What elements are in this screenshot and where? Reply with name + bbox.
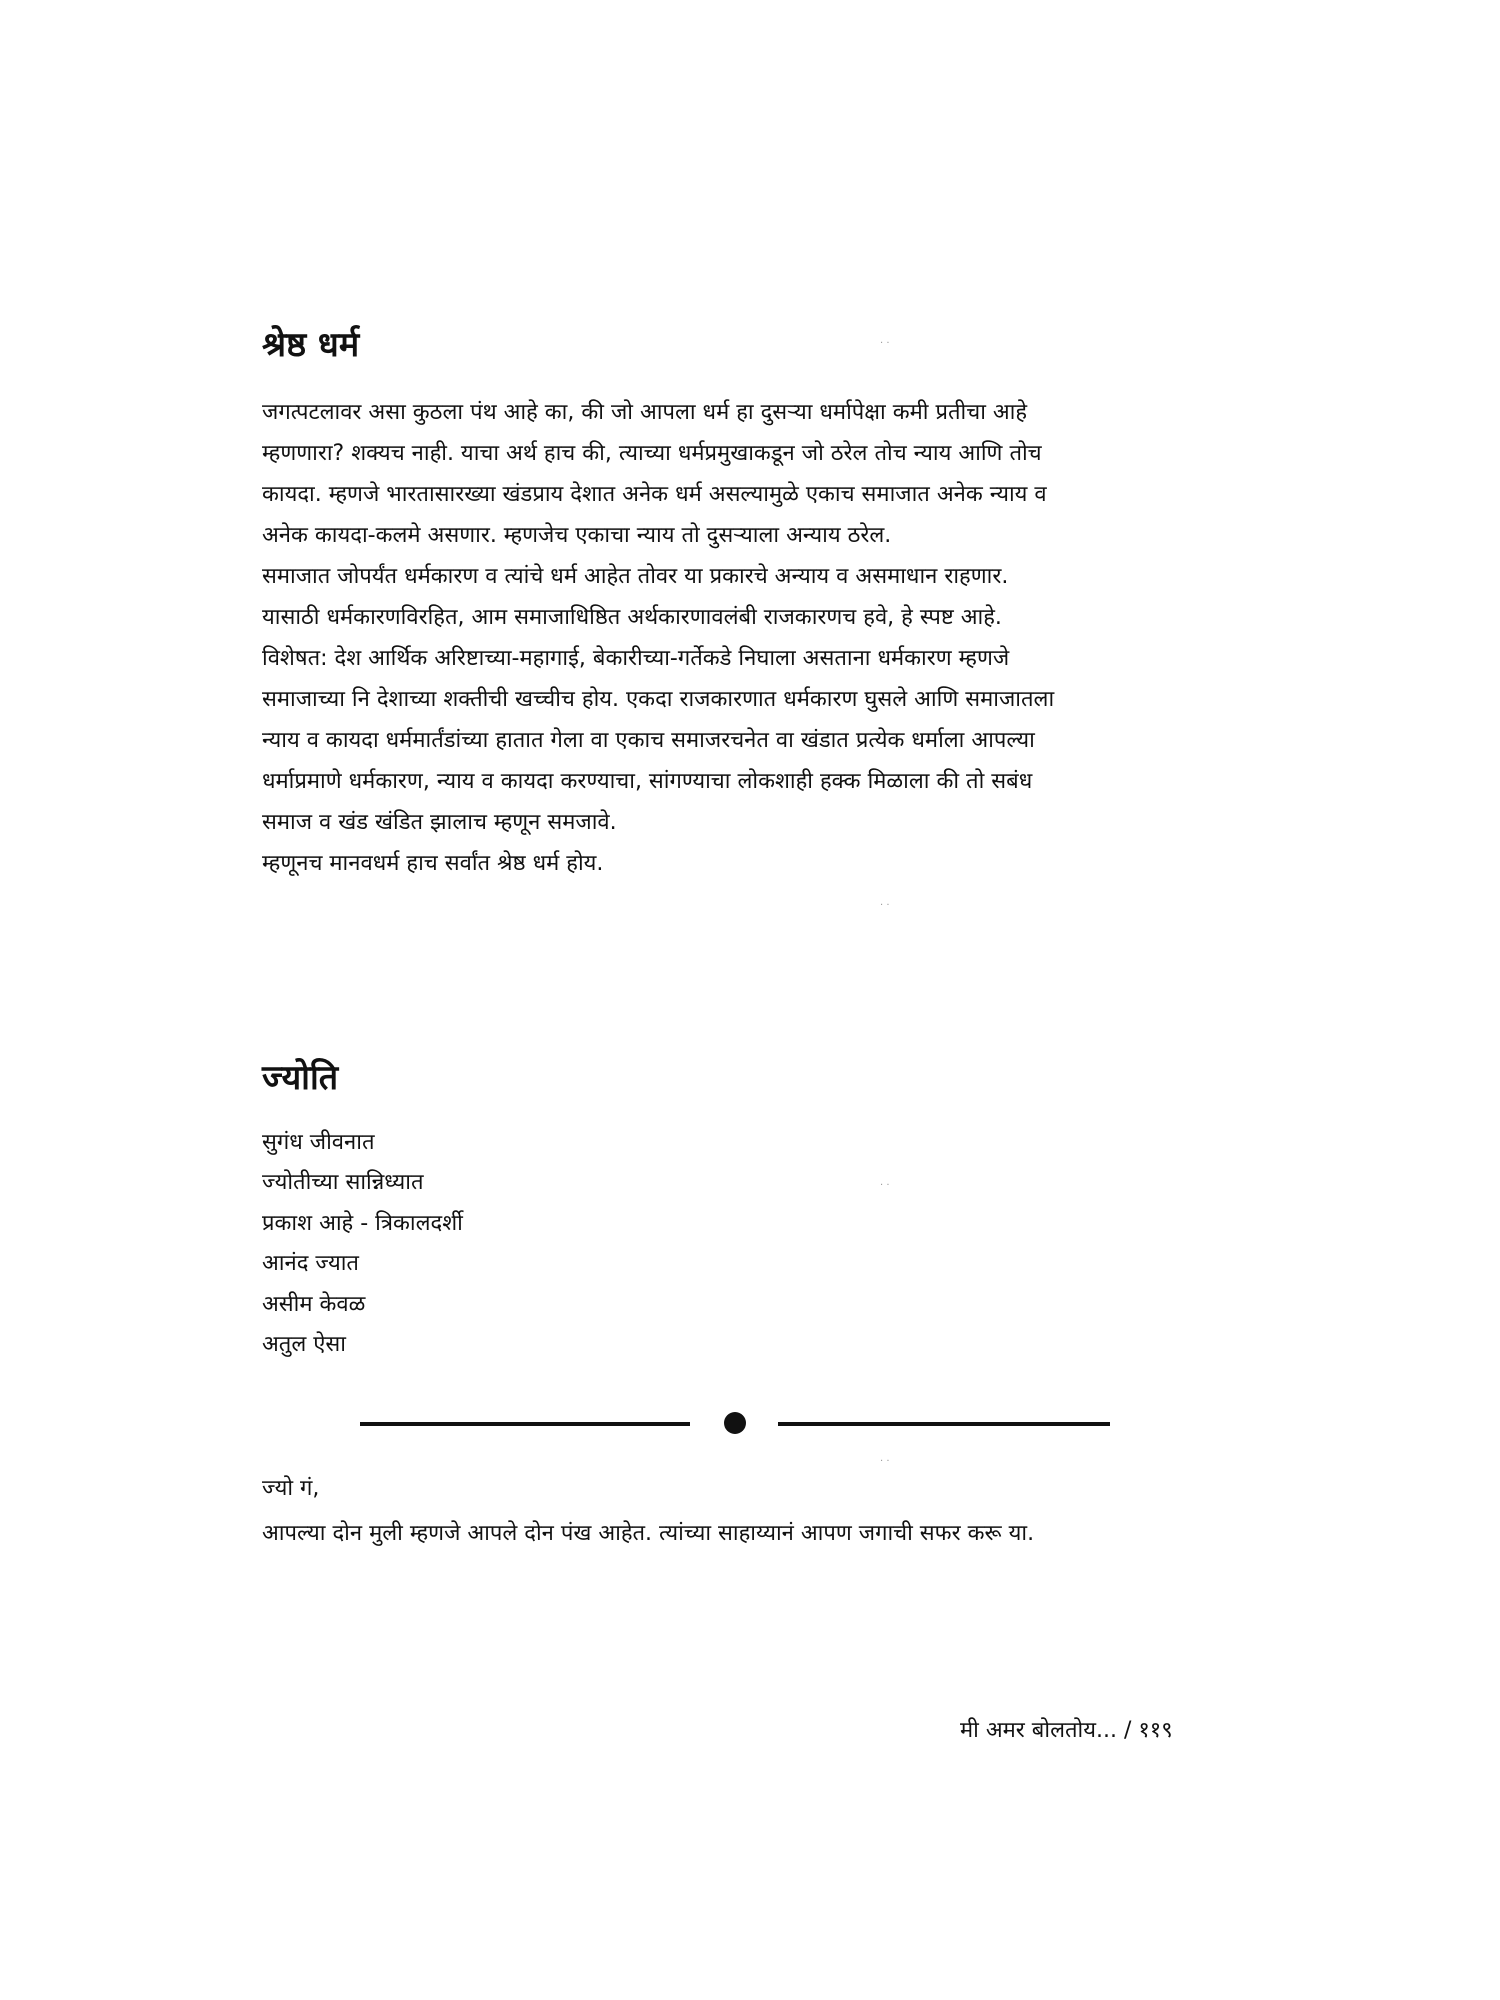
note-paragraph bbox=[262, 1466, 1222, 1556]
scan-speck: · · bbox=[880, 1180, 890, 1191]
section-paragraph bbox=[262, 392, 1222, 884]
poem-line: सुगंध जीवनात bbox=[262, 1129, 375, 1155]
poem bbox=[262, 1123, 1222, 1366]
poem-line: अतुल ऐसा bbox=[262, 1332, 346, 1358]
paragraph-line: न्याय व कायदा धर्ममार्तंडांच्या हातात गेला वा एकाच समाजरचनेत वा खंडात प्रत्येक धर्माला आपल्या bbox=[262, 727, 1035, 753]
paragraph-line: समाजाच्या नि देशाच्या शक्तीची खच्चीच होय. एकदा राजकारणात धर्मकारण घुसले आणि समाजातला bbox=[262, 686, 1055, 712]
divider-line-left bbox=[360, 1422, 690, 1426]
poem-line: असीम केवळ bbox=[262, 1291, 366, 1317]
scan-speck: · · bbox=[880, 338, 890, 349]
paragraph-line: समाजात जोपर्यंत धर्मकारण व त्यांचे धर्म आहेत तोवर या प्रकारचे अन्याय व असमाधान राहणार. bbox=[262, 563, 1009, 589]
paragraph-line: यासाठी धर्मकारणविरहित, आम समाजाधिष्ठित अर्थकारणावलंबी राजकारणच हवे, हे स्पष्ट आहे. bbox=[262, 604, 1002, 630]
section-heading: श्रेष्ठ धर्म bbox=[262, 325, 360, 365]
paragraph-line: धर्माप्रमाणे धर्मकारण, न्याय व कायदा करण्याचा, सांगण्याचा लोकशाही हक्क मिळाला की तो सबंध bbox=[262, 768, 1033, 794]
page-footer: मी अमर बोलतोय... / ११९ bbox=[960, 1718, 1173, 1743]
poem-line: ज्योतीच्या सान्निध्यात bbox=[262, 1170, 424, 1196]
paragraph-line: समाज व खंड खंडित झालाच म्हणून समजावे. bbox=[262, 809, 617, 835]
scan-speck: · · bbox=[880, 1456, 890, 1467]
poem-line: प्रकाश आहे - त्रिकालदर्शी bbox=[262, 1210, 463, 1236]
poem-line: आनंद ज्यात bbox=[262, 1251, 359, 1277]
paragraph-line: विशेषत: देश आर्थिक अरिष्टाच्या-महागाई, बेकारीच्या-गर्तेकडे निघाला असताना धर्मकारण म्हणजे bbox=[262, 645, 1010, 671]
section-jyoti bbox=[262, 1058, 1222, 1366]
section-note bbox=[262, 1466, 1222, 1556]
section-divider bbox=[360, 1412, 1110, 1436]
divider-dot bbox=[724, 1412, 746, 1434]
section-shreshth-dharma bbox=[262, 325, 1222, 884]
note-salutation: ज्यो गं, bbox=[262, 1476, 320, 1501]
paragraph-line: कायदा. म्हणजे भारतासारख्या खंडप्राय देशात अनेक धर्म असल्यामुळे एकाच समाजात अनेक न्याय व bbox=[262, 481, 1047, 507]
paragraph-line: जगत्पटलावर असा कुठला पंथ आहे का, की जो आपला धर्म हा दुसऱ्या धर्मापेक्षा कमी प्रतीचा आहे bbox=[262, 399, 1028, 425]
paragraph-line: अनेक कायदा-कलमे असणार. म्हणजेच एकाचा न्याय तो दुसऱ्याला अन्याय ठरेल. bbox=[262, 522, 892, 548]
divider-line-right bbox=[778, 1422, 1110, 1426]
paragraph-line: म्हणूनच मानवधर्म हाच सर्वांत श्रेष्ठ धर्म होय. bbox=[262, 850, 604, 876]
section-heading: ज्योति bbox=[262, 1058, 339, 1098]
scan-speck: · · bbox=[880, 900, 890, 911]
note-line: आपल्या दोन मुली म्हणजे आपले दोन पंख आहेत. त्यांच्या साहाय्यानं आपण जगाची सफर करू या. bbox=[262, 1521, 1035, 1546]
paragraph-line: म्हणणारा? शक्यच नाही. याचा अर्थ हाच की, त्याच्या धर्मप्रमुखाकडून जो ठरेल तोच न्याय आणि तोच bbox=[262, 440, 1042, 466]
